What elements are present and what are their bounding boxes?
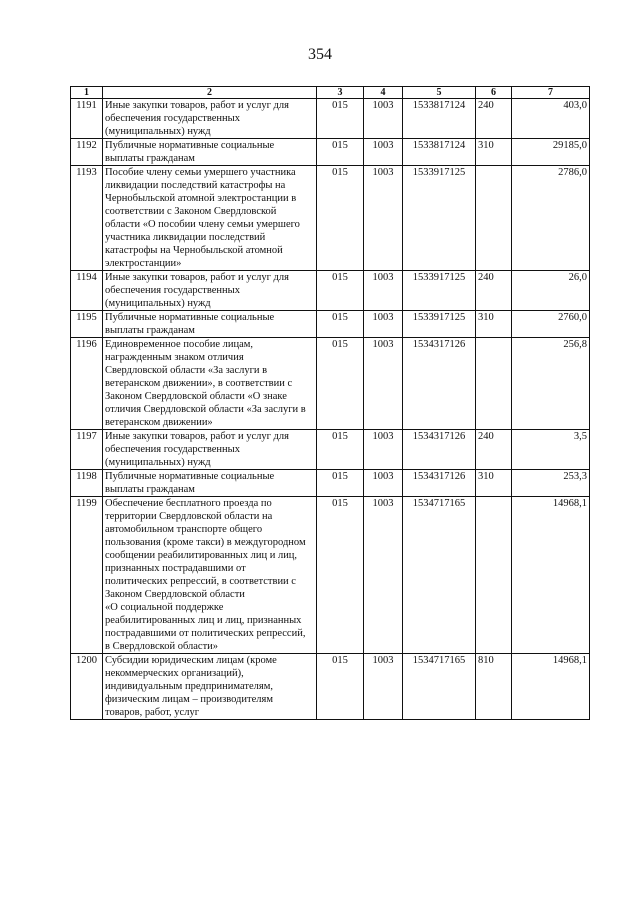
row-description: Публичные нормативные социальные выплаты гражданам xyxy=(103,139,317,166)
row-number: 1198 xyxy=(71,470,103,497)
row-col-6 xyxy=(476,497,512,654)
page-number: 354 xyxy=(308,46,332,63)
row-description: Иные закупки товаров, работ и услуг для обеспечения государственных (муниципальных) нужд xyxy=(103,271,317,311)
row-col-4: 1003 xyxy=(364,166,403,271)
row-col-4: 1003 xyxy=(364,470,403,497)
row-number: 1194 xyxy=(71,271,103,311)
table-row xyxy=(71,430,590,470)
table-row xyxy=(71,654,590,720)
row-col-5: 1534317126 xyxy=(403,470,476,497)
row-col-6 xyxy=(476,166,512,271)
row-col-6 xyxy=(476,338,512,430)
row-number: 1195 xyxy=(71,311,103,338)
row-col-4: 1003 xyxy=(364,99,403,139)
row-amount: 14968,1 xyxy=(512,654,590,720)
row-number: 1196 xyxy=(71,338,103,430)
row-col-5: 1533917125 xyxy=(403,166,476,271)
row-amount: 2760,0 xyxy=(512,311,590,338)
header-col-5: 5 xyxy=(403,87,476,99)
table-row xyxy=(71,338,590,430)
row-col-6: 810 xyxy=(476,654,512,720)
row-col-5: 1533917125 xyxy=(403,311,476,338)
table-row xyxy=(71,166,590,271)
row-description: Субсидии юридическим лицам (кроме некоммерческих организаций), индивидуальным предпринимателям, физическим лицам – производителям товаров, работ, услуг xyxy=(103,654,317,720)
row-col-3: 015 xyxy=(317,166,364,271)
row-col-6: 240 xyxy=(476,430,512,470)
row-col-5: 1534317126 xyxy=(403,338,476,430)
row-col-3: 015 xyxy=(317,99,364,139)
row-description: Публичные нормативные социальные выплаты гражданам xyxy=(103,470,317,497)
row-col-3: 015 xyxy=(317,497,364,654)
header-col-1: 1 xyxy=(71,87,103,99)
row-description: Обеспечение бесплатного проезда по территории Свердловской области на автомобильном транспорте общего пользования (кроме такси) в междугородном сообщении реабилитированных лиц и лиц, признанных пострадавшими от политических репрессий, в соответствии с Законом Свердловской области «О социальной поддержке реабилитированных лиц и лиц, признанных пострадавшими от политических репрессий, в Свердловской области» xyxy=(103,497,317,654)
row-col-6: 310 xyxy=(476,139,512,166)
row-amount: 256,8 xyxy=(512,338,590,430)
row-col-5: 1534717165 xyxy=(403,654,476,720)
table-row xyxy=(71,271,590,311)
row-amount: 253,3 xyxy=(512,470,590,497)
row-description: Иные закупки товаров, работ и услуг для обеспечения государственных (муниципальных) нужд xyxy=(103,430,317,470)
row-col-4: 1003 xyxy=(364,497,403,654)
table-row xyxy=(71,139,590,166)
row-description: Единовременное пособие лицам, награжденным знаком отличия Свердловской области «За заслуги в ветеранском движении», в соответствии с Законом Свердловской области «О знаке отличия Свердловской области «За заслуги в ветеранском движении» xyxy=(103,338,317,430)
table-row xyxy=(71,99,590,139)
row-col-5: 1534317126 xyxy=(403,430,476,470)
row-number: 1191 xyxy=(71,99,103,139)
row-number: 1200 xyxy=(71,654,103,720)
row-col-3: 015 xyxy=(317,311,364,338)
row-number: 1197 xyxy=(71,430,103,470)
row-col-3: 015 xyxy=(317,470,364,497)
row-description: Иные закупки товаров, работ и услуг для обеспечения государственных (муниципальных) нужд xyxy=(103,99,317,139)
row-col-6: 240 xyxy=(476,271,512,311)
row-description: Публичные нормативные социальные выплаты гражданам xyxy=(103,311,317,338)
row-amount: 29185,0 xyxy=(512,139,590,166)
row-col-4: 1003 xyxy=(364,338,403,430)
table-row xyxy=(71,311,590,338)
header-col-6: 6 xyxy=(476,87,512,99)
row-col-5: 1533817124 xyxy=(403,99,476,139)
header-col-2: 2 xyxy=(103,87,317,99)
row-col-5: 1533817124 xyxy=(403,139,476,166)
row-col-4: 1003 xyxy=(364,311,403,338)
row-number: 1192 xyxy=(71,139,103,166)
row-col-6: 240 xyxy=(476,99,512,139)
header-col-3: 3 xyxy=(317,87,364,99)
row-col-6: 310 xyxy=(476,470,512,497)
row-amount: 403,0 xyxy=(512,99,590,139)
row-col-3: 015 xyxy=(317,654,364,720)
row-amount: 26,0 xyxy=(512,271,590,311)
row-amount: 14968,1 xyxy=(512,497,590,654)
row-number: 1199 xyxy=(71,497,103,654)
row-col-6: 310 xyxy=(476,311,512,338)
row-col-5: 1534717165 xyxy=(403,497,476,654)
row-col-4: 1003 xyxy=(364,271,403,311)
budget-table xyxy=(70,86,590,720)
header-row xyxy=(71,87,590,99)
row-col-4: 1003 xyxy=(364,139,403,166)
row-col-3: 015 xyxy=(317,139,364,166)
row-number: 1193 xyxy=(71,166,103,271)
row-col-3: 015 xyxy=(317,271,364,311)
table-row xyxy=(71,497,590,654)
row-amount: 2786,0 xyxy=(512,166,590,271)
header-col-4: 4 xyxy=(364,87,403,99)
row-col-4: 1003 xyxy=(364,654,403,720)
row-col-5: 1533917125 xyxy=(403,271,476,311)
table-row xyxy=(71,470,590,497)
row-col-3: 015 xyxy=(317,430,364,470)
row-col-4: 1003 xyxy=(364,430,403,470)
header-col-7: 7 xyxy=(512,87,590,99)
row-col-3: 015 xyxy=(317,338,364,430)
row-amount: 3,5 xyxy=(512,430,590,470)
row-description: Пособие члену семьи умершего участника ликвидации последствий катастрофы на Чернобыльской атомной электростанции в соответствии с Законом Свердловской области «О пособии члену семьи умершего участника ликвидации последствий катастрофы на Чернобыльской атомной электростанции» xyxy=(103,166,317,271)
